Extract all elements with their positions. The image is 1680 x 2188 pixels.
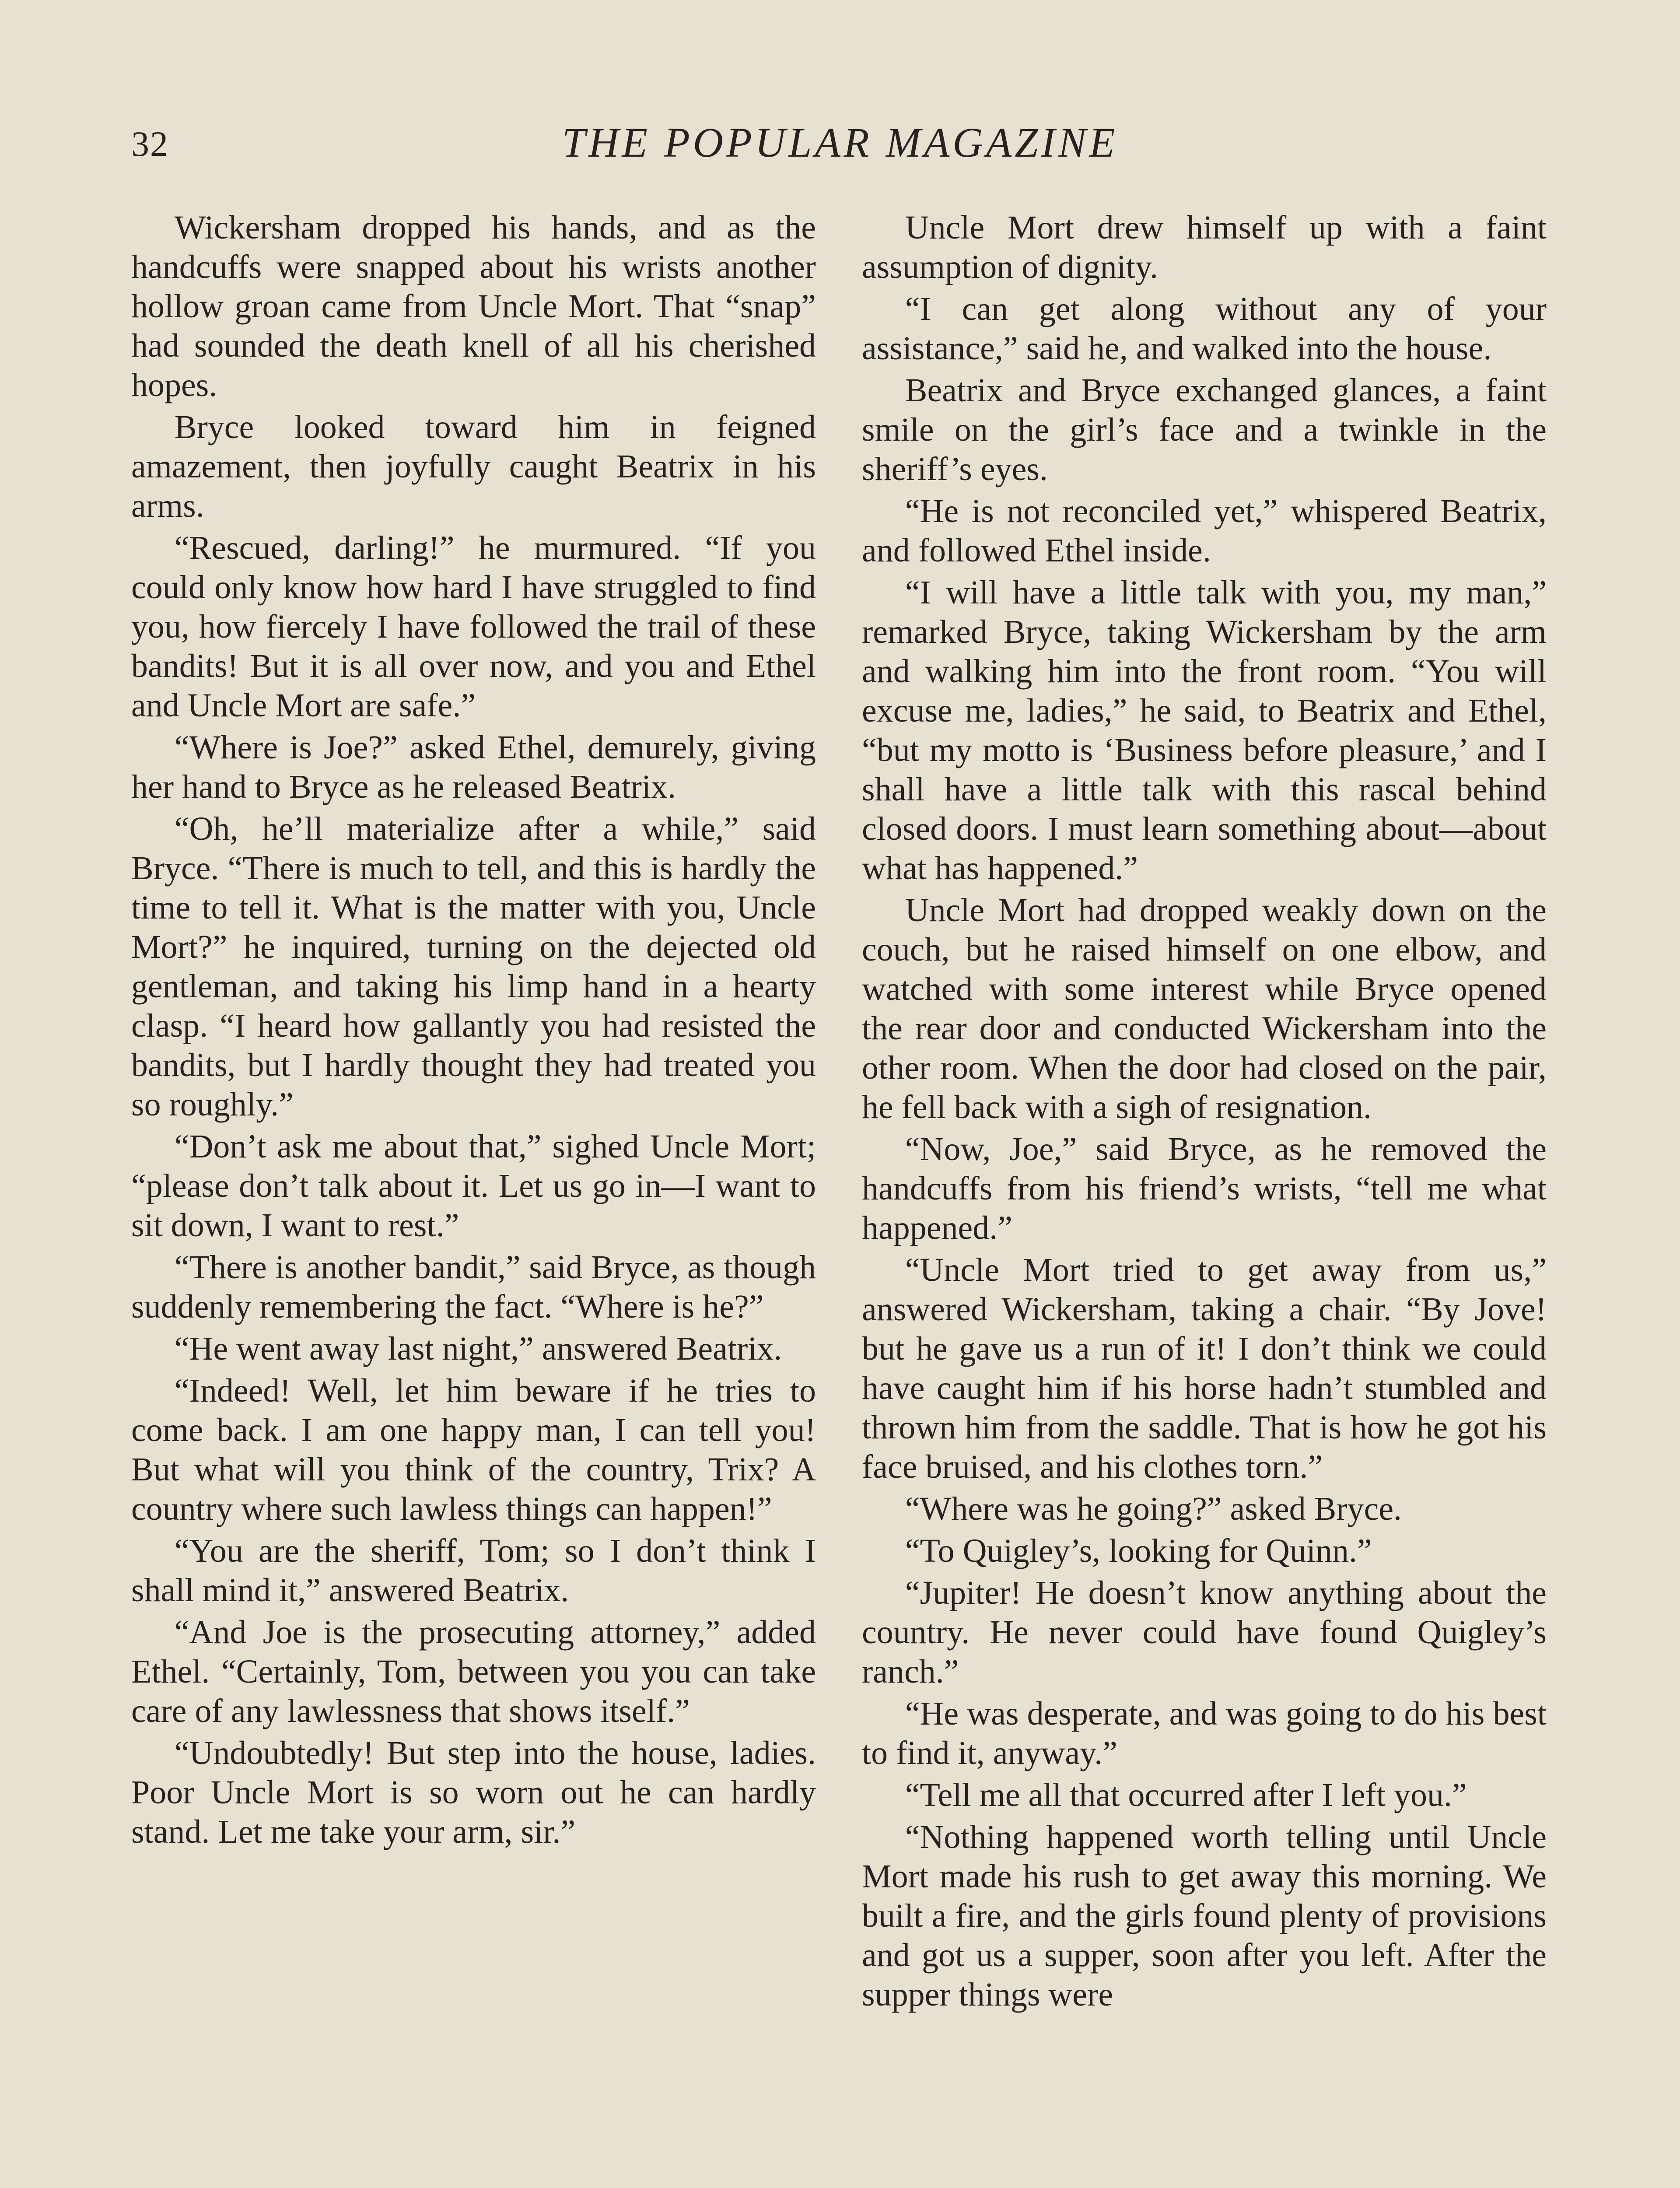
page-header [131,118,1549,175]
paragraph: “Rescued, darling!” he murmured. “If you could only know how hard I have struggled to find you, how fiercely I have followed the trail of these bandits! But it is all over now, and you and Ethel and Uncle Mort are safe.” [131,529,816,724]
paragraph: “Uncle Mort tried to get away from us,” answered Wickersham, taking a chair. “By Jove! but he gave us a run of it! I don’t think we could have caught him if his horse hadn’t stumbled and thrown him from the saddle. That is how he got his face bruised, and his clothes torn.” [862,1252,1547,1485]
paragraph: “Now, Joe,” said Bryce, as he removed the handcuffs from his friend’s wrists, “tell me what happened.” [862,1131,1547,1246]
paragraph: “Don’t ask me about that,” sighed Uncle Mort; “please don’t talk about it. Let us go in—I want to sit down, I want to rest.” [131,1128,816,1244]
paragraph: “Tell me all that occurred after I left you.” [905,1777,1467,1813]
paragraph: “You are the sheriff, Tom; so I don’t think I shall mind it,” answered Beatrix. [131,1532,816,1609]
paragraph: “I can get along without any of your assistance,” said he, and walked into the house. [862,291,1547,367]
paragraph: “There is another bandit,” said Bryce, as though suddenly remembering the fact. “Where is he?” [131,1249,816,1325]
paragraph: Wickersham dropped his hands, and as the handcuffs were snapped about his wrists another hollow groan came from Uncle Mort. That “snap” had sounded the death knell of all his cherished hopes. [131,209,816,403]
paragraph: “Undoubtedly! But step into the house, ladies. Poor Uncle Mort is so worn out he can hardly stand. Let me take your arm, sir.” [131,1735,816,1850]
paragraph: “He is not reconciled yet,” whispered Beatrix, and followed Ethel inside. [862,493,1547,569]
paragraph: Bryce looked toward him in feigned amazement, then joyfully caught Beatrix in his arms. [131,409,816,524]
paragraph: “I will have a little talk with you, my man,” remarked Bryce, taking Wickersham by the arm and walking him into the front room. “You will excuse me, ladies,” he said, to Beatrix and Ethel, “but my motto is ‘Business before pleasure,’ and I shall have a little talk with this rascal behind closed doors. I must learn something about—about what has happened.” [862,574,1547,887]
paragraph: “Indeed! Well, let him beware if he tries to come back. I am one happy man, I can tell you! But what will you think of the country, Trix? A country where such lawless things can happen!” [131,1372,816,1527]
paragraph: Uncle Mort had dropped weakly down on the couch, but he raised himself on one elbow, and watched with some interest while Bryce opened the rear door and conducted Wickersham into the other room. When the door had closed on the pair, he fell back with a sigh of resignation. [862,892,1547,1126]
paragraph: “Where is Joe?” asked Ethel, demurely, giving her hand to Bryce as he released Beatrix. [131,729,816,805]
paragraph: Beatrix and Bryce exchanged glances, a faint smile on the girl’s face and a twinkle in the sheriff’s eyes. [862,372,1547,487]
paragraph: “He was desperate, and was going to do his best to find it, anyway.” [862,1695,1547,1771]
paragraph: Uncle Mort drew himself up with a faint assumption of dignity. [862,209,1547,285]
running-head-title: THE POPULAR MAGAZINE [562,119,1118,166]
paragraph: “Where was he going?” asked Bryce. [905,1490,1402,1527]
paragraph: “Jupiter! He doesn’t know anything about the country. He never could have found Quigley’s ranch.” [862,1574,1547,1690]
paragraph: “Nothing happened worth telling until Uncle Mort made his rush to get away this morning. We built a fire, and the girls found plenty of provisions and got us a supper, soon after you left. After the supper things were [862,1819,1547,2013]
paragraph: “He went away last night,” answered Beatrix. [174,1330,782,1367]
right-text-column [862,208,1547,2017]
left-text-column [131,208,816,1854]
paragraph: “And Joe is the prosecuting attorney,” added Ethel. “Certainly, Tom, between you you can take care of any lawlessness that shows itself.” [131,1614,816,1729]
paragraph: “Oh, he’ll materialize after a while,” said Bryce. “There is much to tell, and this is hardly the time to tell it. What is the matter with you, Uncle Mort?” he inquired, turning on the dejected old gentleman, and taking his limp hand in a hearty clasp. “I heard how gallantly you had resisted the bandits, but I hardly thought they had treated you so roughly.” [131,810,816,1123]
paragraph: “To Quigley’s, looking for Quinn.” [905,1532,1372,1569]
page-number: 32 [131,124,169,164]
